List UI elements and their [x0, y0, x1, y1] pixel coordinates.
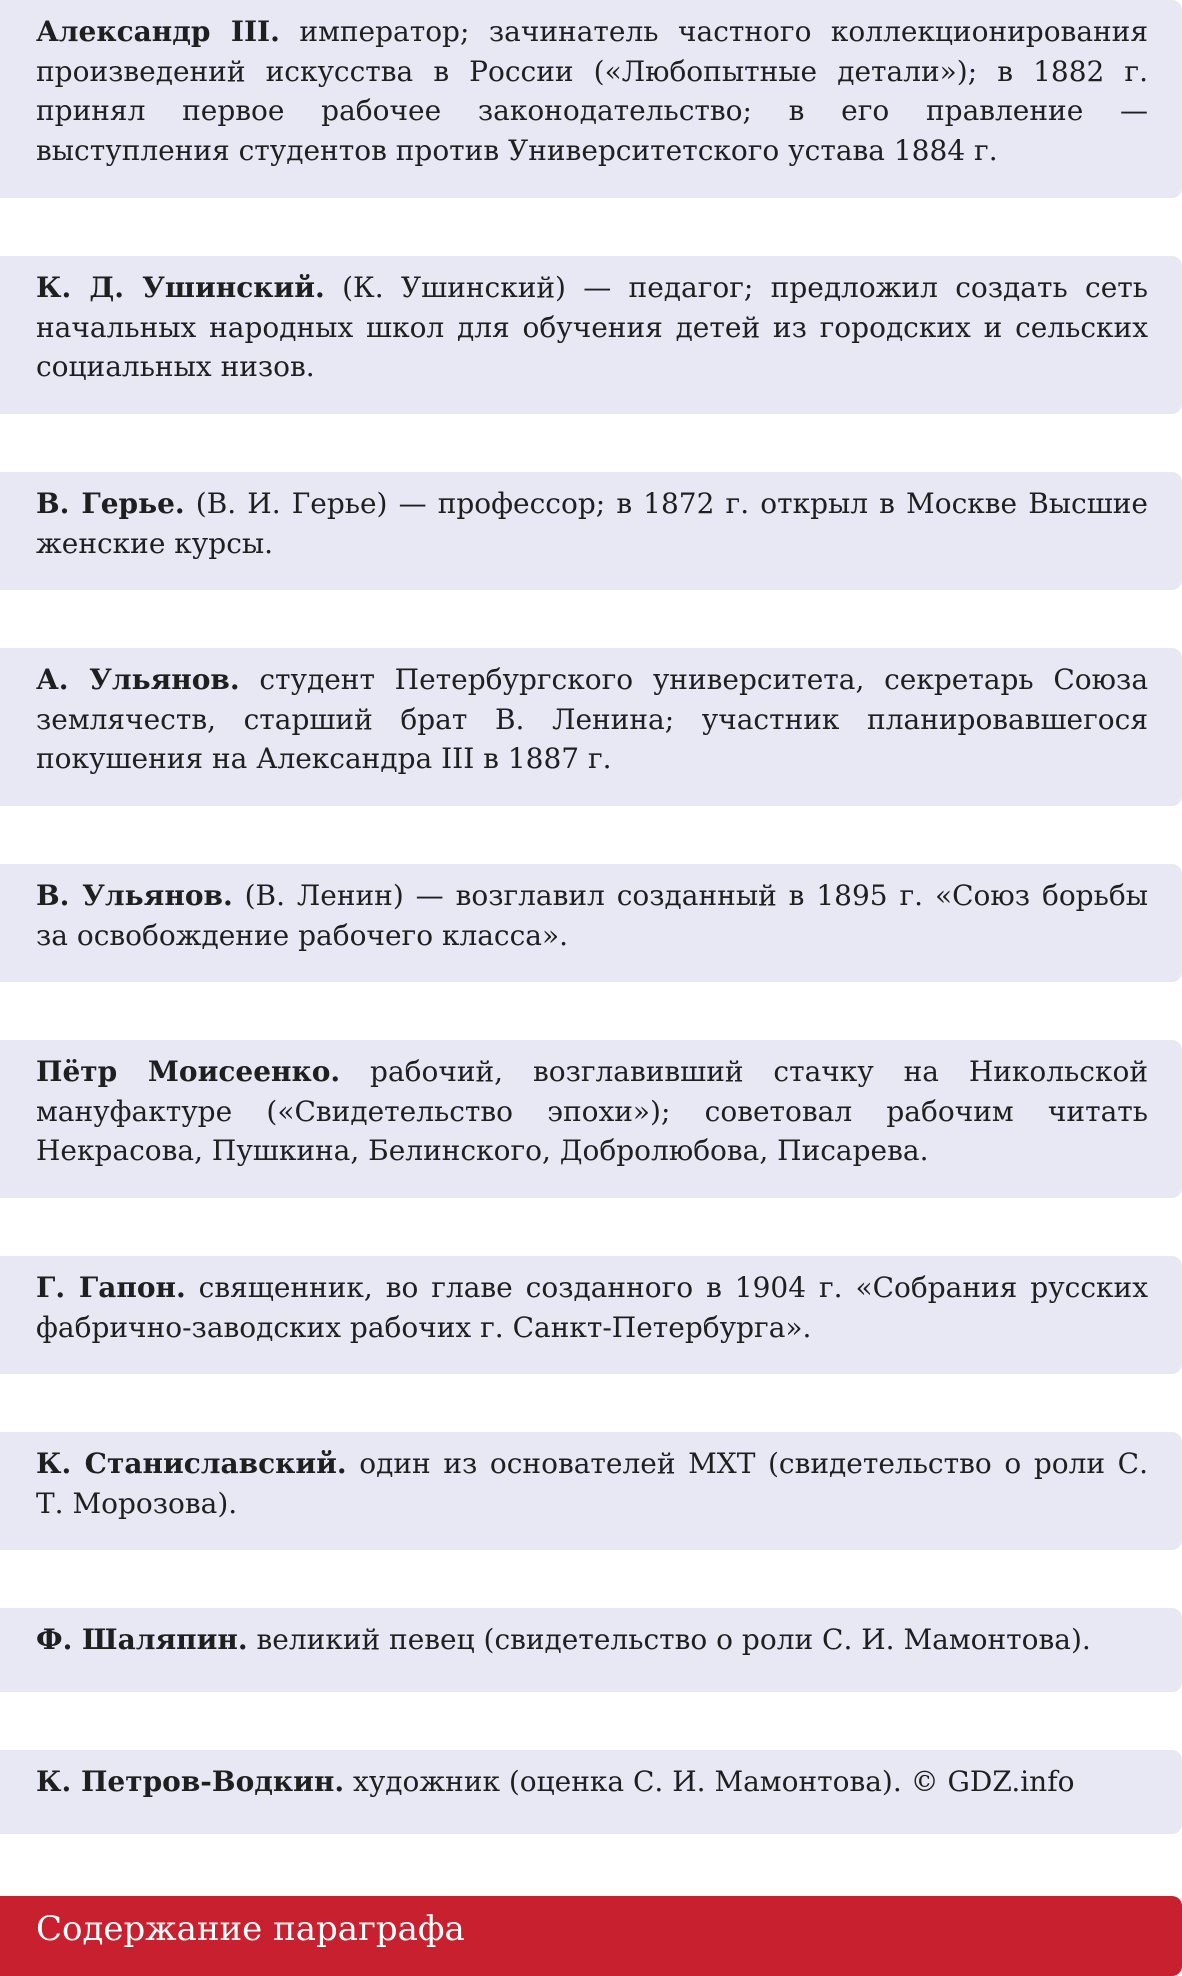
- entry-name: В. Ульянов.: [36, 879, 233, 912]
- entry-description: император; зачинатель частного коллекционирования произведений искусства в России («Любопытные детали»); в 1882 г. принял первое рабочее законодательство; в его правление — выступления студентов против Университетского устава 1884 г.: [36, 15, 1149, 167]
- entry-text: [36, 484, 1148, 563]
- entry-card: [0, 648, 1182, 806]
- entry-card: [0, 1432, 1182, 1550]
- entry-card: [0, 256, 1182, 414]
- entry-name: Г. Гапон.: [36, 1271, 186, 1304]
- entry-name: К. Станиславский.: [36, 1447, 347, 1480]
- entry-text: [36, 876, 1148, 955]
- entry-name: Александр III.: [36, 15, 280, 48]
- entry-text: [36, 1268, 1148, 1347]
- entry-description: студент Петербургского университета, секретарь Союза землячеств, старший брат В. Ленина; участник планировавшегося покушения на Александра III в 1887 г.: [36, 663, 1149, 775]
- entry-card: [0, 1040, 1182, 1198]
- entry-text: [36, 268, 1148, 387]
- entry-card: [0, 864, 1182, 982]
- entry-name: К. Д. Ушинский.: [36, 271, 325, 304]
- entry-description: священник, во главе созданного в 1904 г. «Собрания русских фабрично-заводских рабочих г. Санкт-Петербурга».: [36, 1271, 1148, 1344]
- entry-card: [0, 472, 1182, 590]
- entry-text: [36, 1444, 1148, 1523]
- paragraph-contents-link[interactable]: Содержание параграфа: [0, 1896, 1182, 1976]
- entry-description: один из основателей МХТ (свидетельство о роли С. Т. Морозова).: [36, 1447, 1148, 1520]
- entry-description: художник (оценка С. И. Мамонтова). © GDZ.info: [344, 1765, 1075, 1798]
- entry-description: (К. Ушинский) — педагог; предложил создать сеть начальных народных школ для обучения детей из городских и сельских социальных низов.: [36, 271, 1148, 383]
- entry-text: [36, 12, 1148, 170]
- entry-name: Ф. Шаляпин.: [36, 1623, 248, 1656]
- entry-description: рабочий, возглавивший стачку на Никольской мануфактуре («Свидетельство эпохи»); советовал рабочим читать Некрасова, Пушкина, Белинского, Добролюбова, Писарева.: [36, 1055, 1148, 1167]
- entry-description: великий певец (свидетельство о роли С. И. Мамонтова).: [247, 1623, 1091, 1656]
- entry-text: [36, 1762, 1148, 1802]
- entry-name: В. Герье.: [36, 487, 185, 520]
- entry-card: [0, 1608, 1182, 1692]
- entry-description: (В. И. Герье) — профессор; в 1872 г. открыл в Москве Высшие женские курсы.: [36, 487, 1149, 560]
- entry-text: [36, 1052, 1148, 1171]
- entry-card: [0, 1750, 1182, 1834]
- entry-text: [36, 660, 1148, 779]
- entry-card: [0, 1256, 1182, 1374]
- entry-description: (В. Ленин) — возглавил созданный в 1895 г. «Союз борьбы за освобождение рабочего класса».: [36, 879, 1148, 952]
- entry-name: Пётр Моисеенко.: [36, 1055, 341, 1088]
- entry-text: [36, 1620, 1148, 1660]
- entry-name: К. Петров-Водкин.: [36, 1765, 345, 1798]
- entry-card: [0, 0, 1182, 198]
- entry-name: А. Ульянов.: [36, 663, 240, 696]
